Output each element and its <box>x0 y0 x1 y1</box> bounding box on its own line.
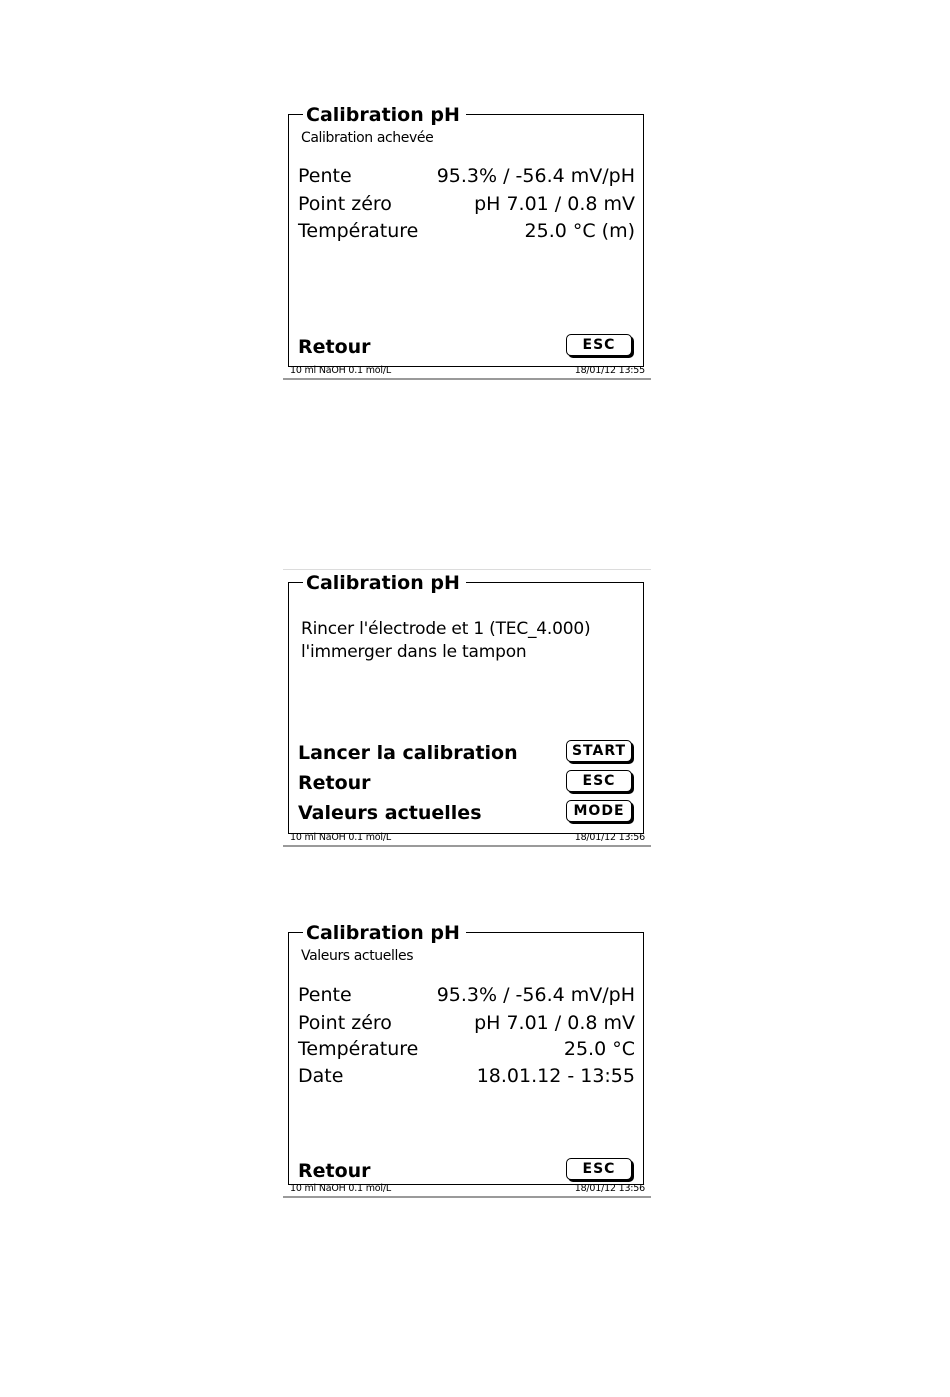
instruction-line-1: Rincer l'électrode et 1 (TEC_4.000) <box>301 619 591 639</box>
esc-key-button[interactable]: ESC <box>566 1158 632 1180</box>
current-values-screen <box>283 924 651 1202</box>
mode-key-button[interactable]: MODE <box>566 800 632 822</box>
calibration-start-screen <box>283 574 651 850</box>
back-action[interactable] <box>298 334 632 360</box>
date-row <box>298 1063 635 1089</box>
screen-subtitle: Valeurs actuelles <box>301 948 414 964</box>
current-values-label: Valeurs actuelles <box>298 802 482 824</box>
screen-subtitle: Calibration achevée <box>301 130 434 146</box>
back-label: Retour <box>298 336 371 358</box>
status-reagent: 10 ml NaOH 0.1 mol/L <box>290 832 391 843</box>
temperature-label: Température <box>298 1038 419 1060</box>
screen-top-divider <box>283 569 651 570</box>
status-divider <box>283 378 651 380</box>
zero-point-row <box>298 191 635 217</box>
screen-frame <box>288 572 644 834</box>
start-calibration-label: Lancer la calibration <box>298 742 518 764</box>
back-action[interactable] <box>298 770 632 796</box>
status-bar <box>283 1182 651 1196</box>
esc-key-button[interactable]: ESC <box>566 770 632 792</box>
screen-title: Calibration pH <box>303 105 466 125</box>
screen-frame <box>288 104 644 367</box>
zero-point-value: pH 7.01 / 0.8 mV <box>474 193 635 215</box>
temperature-row <box>298 1036 635 1062</box>
temperature-value: 25.0 °C (m) <box>524 220 635 242</box>
status-datetime: 18/01/12 13:56 <box>574 832 645 843</box>
status-bar <box>283 831 651 845</box>
zero-point-row <box>298 1010 635 1036</box>
status-divider <box>283 845 651 847</box>
slope-value: 95.3% / -56.4 mV/pH <box>436 984 635 1006</box>
temperature-value: 25.0 °C <box>563 1038 635 1060</box>
temperature-row <box>298 218 635 244</box>
zero-point-label: Point zéro <box>298 1012 392 1034</box>
screen-title: Calibration pH <box>303 923 466 943</box>
slope-row <box>298 982 635 1008</box>
zero-point-label: Point zéro <box>298 193 392 215</box>
start-key-button[interactable]: START <box>566 740 632 762</box>
current-values-action[interactable] <box>298 800 632 826</box>
date-label: Date <box>298 1065 344 1087</box>
status-divider <box>283 1196 651 1198</box>
zero-point-value: pH 7.01 / 0.8 mV <box>474 1012 635 1034</box>
instruction-line-2: l'immerger dans le tampon <box>301 642 527 662</box>
screen-frame <box>288 922 644 1185</box>
start-calibration-action[interactable] <box>298 740 632 766</box>
back-action[interactable] <box>298 1158 632 1184</box>
status-bar <box>283 364 651 378</box>
temperature-label: Température <box>298 220 419 242</box>
calibration-complete-screen <box>283 106 651 384</box>
back-label: Retour <box>298 1160 371 1182</box>
slope-label: Pente <box>298 165 352 187</box>
esc-key-button[interactable]: ESC <box>566 334 632 356</box>
slope-label: Pente <box>298 984 352 1006</box>
back-label: Retour <box>298 772 371 794</box>
slope-value: 95.3% / -56.4 mV/pH <box>436 165 635 187</box>
status-reagent: 10 ml NaOH 0.1 mol/L <box>290 365 391 376</box>
status-datetime: 18/01/12 13:56 <box>574 1183 645 1194</box>
status-datetime: 18/01/12 13:55 <box>574 365 645 376</box>
slope-row <box>298 163 635 189</box>
date-value: 18.01.12 - 13:55 <box>476 1065 635 1087</box>
screen-title: Calibration pH <box>303 573 466 593</box>
status-reagent: 10 ml NaOH 0.1 mol/L <box>290 1183 391 1194</box>
